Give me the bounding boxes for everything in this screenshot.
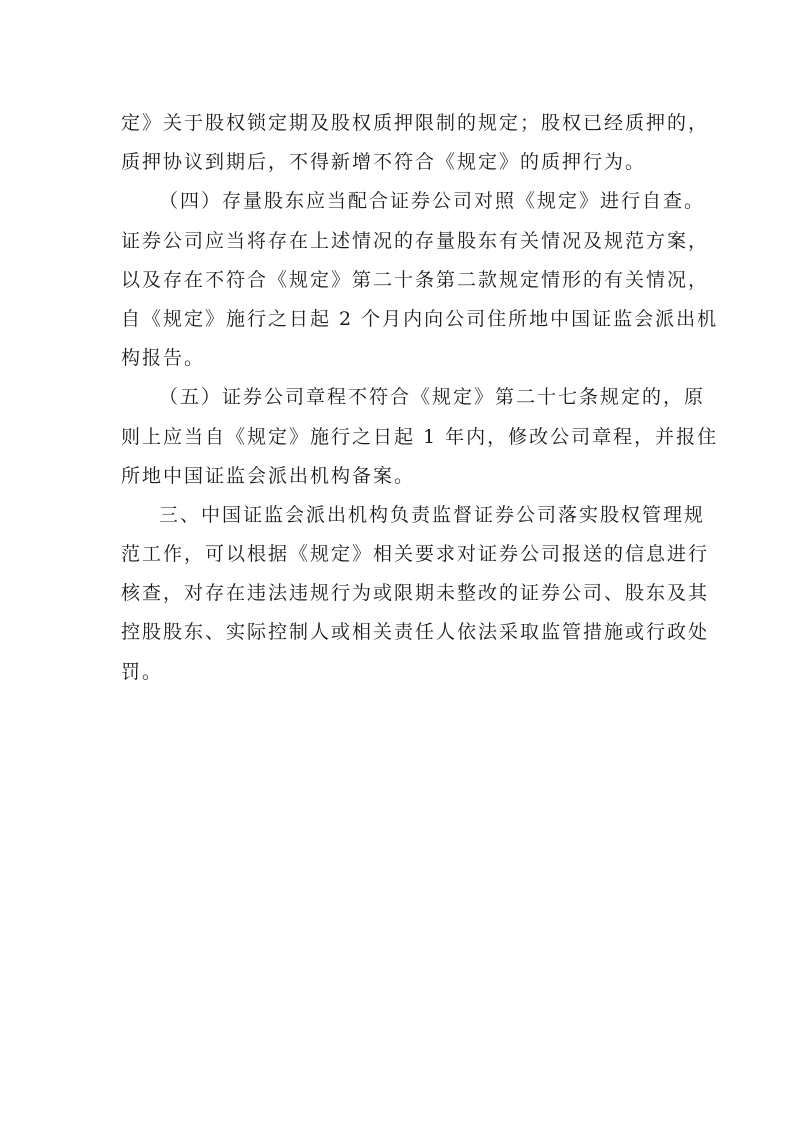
text-line: （四）存量股东应当配合证券公司对照《规定》进行自查。 xyxy=(159,190,706,213)
text-line: 构报告。 xyxy=(121,347,206,370)
text-line: 自《规定》施行之日起 2 个月内向公司住所地中国证监会派出机 xyxy=(121,307,719,330)
paragraph-section-3 xyxy=(121,496,710,692)
paragraph-item-5 xyxy=(121,378,719,496)
text-line: 核查，对存在违法违规行为或限期未整改的证券公司、股东及其 xyxy=(121,582,710,605)
paragraph-continuation xyxy=(121,104,710,182)
text-line: 控股股东、实际控制人或相关责任人依法采取监管措施或行政处 xyxy=(121,621,710,644)
text-line: 质押协议到期后，不得新增不符合《规定》的质押行为。 xyxy=(121,151,647,174)
text-line: 证券公司应当将存在上述情况的存量股东有关情况及规范方案， xyxy=(121,229,710,252)
text-line: 则上应当自《规定》施行之日起 1 年内，修改公司章程，并报住 xyxy=(121,425,719,448)
text-line: 以及存在不符合《规定》第二十条第二款规定情形的有关情况， xyxy=(121,268,710,291)
text-line: （五）证券公司章程不符合《规定》第二十七条规定的，原 xyxy=(159,386,706,409)
text-line: 定》关于股权锁定期及股权质押限制的规定；股权已经质押的， xyxy=(121,112,710,134)
text-line: 范工作，可以根据《规定》相关要求对证券公司报送的信息进行 xyxy=(121,543,710,566)
text-line: 三、中国证监会派出机构负责监督证券公司落实股权管理规 xyxy=(159,503,706,526)
paragraph-item-4 xyxy=(121,182,719,378)
text-line: 所地中国证监会派出机构备案。 xyxy=(121,464,416,487)
text-line: 罚。 xyxy=(121,660,164,683)
document-body xyxy=(121,104,719,692)
